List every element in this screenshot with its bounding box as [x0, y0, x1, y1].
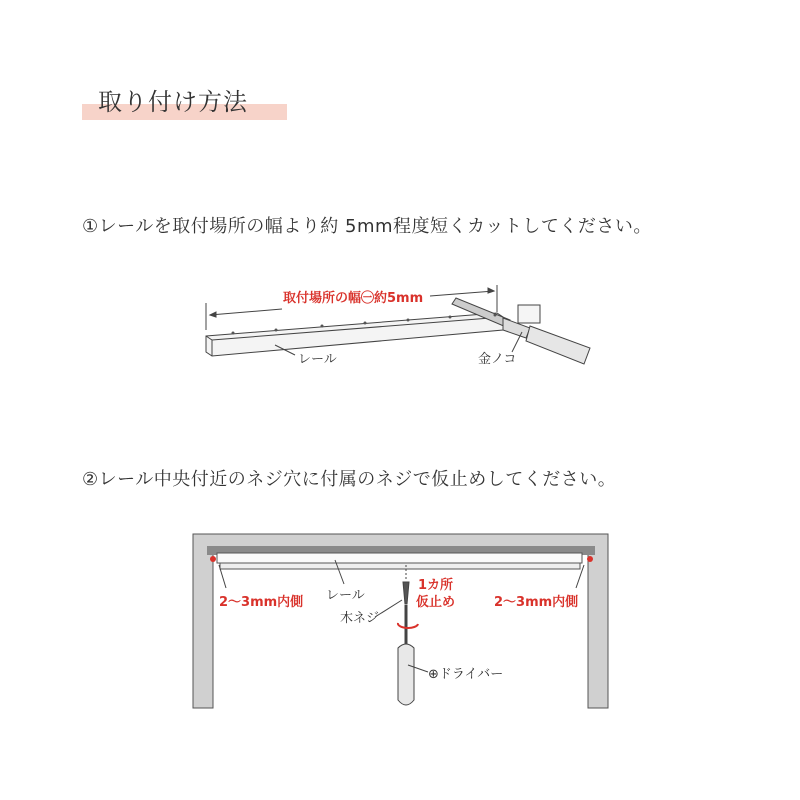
right-gap-label: 2～3mm内側: [494, 595, 579, 610]
page-title: 取り付け方法: [98, 88, 248, 116]
screwdriver-label: ⊕ドライバー: [428, 667, 504, 682]
wood-screw-label: 木ネジ: [340, 611, 380, 626]
rail-label: レール: [298, 352, 337, 367]
one-spot-label: 1カ所: [418, 578, 454, 593]
left-gap-label: 2～3mm内側: [219, 595, 304, 610]
step-2-text: ②レール中央付近のネジ穴に付属のネジで仮止めしてください。: [82, 469, 617, 490]
temp-fix-label: 仮止め: [416, 595, 456, 610]
saw-label: 金ノコ: [478, 352, 517, 367]
step-1-text: ①レールを取付場所の幅より約 5mm程度短くカットしてください。: [82, 216, 652, 237]
width-label: 取付場所の幅㊀約5mm: [283, 291, 424, 306]
rail-label-2: レール: [326, 588, 365, 603]
